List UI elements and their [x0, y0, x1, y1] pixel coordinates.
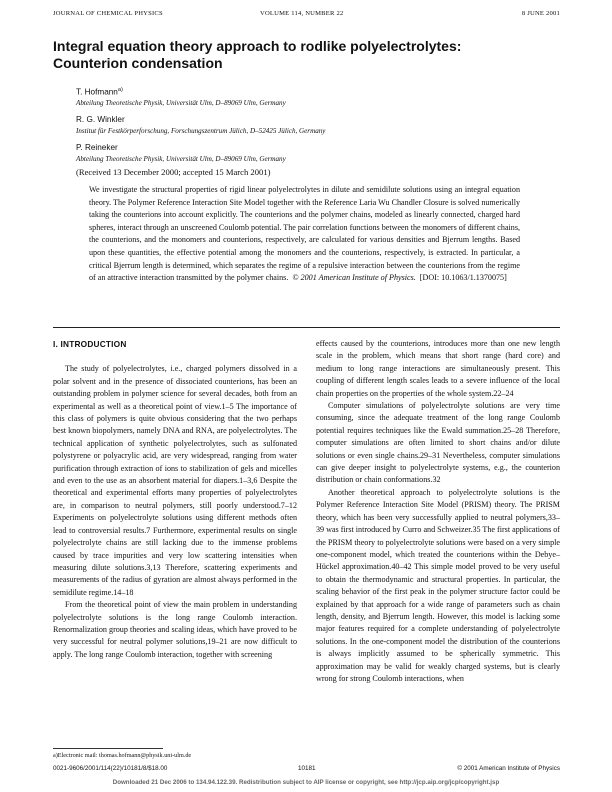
author-2: R. G. Winkler [76, 115, 125, 124]
received-dates: (Received 13 December 2000; accepted 15 March 2001) [76, 167, 271, 177]
title-line-2: Counterion condensation [53, 55, 223, 71]
affiliation-3: Abteilung Theoretische Physik, Universität Ulm, D–89069 Ulm, Germany [76, 155, 286, 163]
running-volume: VOLUME 114, NUMBER 22 [260, 10, 344, 17]
footnote-rule [53, 748, 163, 749]
footnote: a)Electronic mail: thomas.hofmann@physik.uni-ulm.de [53, 752, 192, 759]
left-paragraph-1: The study of polyelectrolytes, i.e., charged polymers dissolved in a polar solvent and in the presence of dissociated counterions, has been an outstanding problem in polymer science for several decades, both from an experimental as well as a theoretical point of view.1–5 The importance of this class of polymers is quite obvious considering that the two perhaps best known biopolymers, namely DNA and RNA, are polyelectrolytes. The technical application of synthetic polyelectrolytes, such as sulfonated polystyrene or polyacrylic acid, are very widespread, ranging from water purification through extraction of ions to stabilization of gels and micelles and even to the use as an absorbent material for diapers.1–3,6 Despite the theoretical and experimental efforts many properties of polyelectrolytes are, in comparison to neutral polymers, still poorly understood.7–12 Experiments on polyelectrolyte solutions using different methods often lead to controversial results.7 Furthermore, experimental results on single polyelectrolyte chains are still lacking due to the immense problems caused by trace impurities and very low scattering intensities when measuring dilute solutions.3,13 Therefore, scattering experiments and measurements of the radius of gyration are almost always performed in the semidilute regime.14–18 [53, 364, 297, 597]
left-paragraph-2: From the theoretical point of view the main problem in understanding polyelectrolyte solutions is the long range Coulomb interaction. Renormalization group theories and scaling ideas, which have proved to be very successful for neutral polymer solutions,19–21 are now difficult to apply. The long range Coulomb interaction, together with screening [53, 600, 297, 659]
footer-page-number: 10181 [298, 765, 316, 772]
section-heading: I. INTRODUCTION [53, 339, 127, 349]
abstract-copyright: © 2001 American Institute of Physics. [292, 273, 416, 283]
author-1-mark: a) [117, 87, 123, 93]
affiliation-1: Abteilung Theoretische Physik, Universität Ulm, D–89069 Ulm, Germany [76, 99, 286, 107]
right-paragraph-1: effects caused by the counterions, introduces more than one new length scale in the problem, which means that short range (hard core) and medium to long range interactions are simultaneously present. This coupling of different length scales leads to a severe influence of the local chain properties on the properties of the whole system.22–24 [316, 339, 560, 398]
right-column [316, 338, 560, 685]
article-title [53, 38, 573, 72]
abstract-text: We investigate the structural properties of rigid linear polyelectrolytes in dilute and semidilute solutions using an integral equation theory. The Polymer Reference Interaction Site Model together with the Reference Laria Wu Chandler Closure is solved numerically taking the counterions into account explicitly. The counterions and the polymer chains, modeled as linearly connected, charged hard spheres, interact through an unscreened Coulomb potential. The pair correlation functions between the monomers of different chains, the counterions, and the monomers and counterions, respectively, are calculated for various densities and Bjerrum lengths. Based upon these quantities, the effective potential among the monomers and the counterions, respectively, is extracted. In particular, a critical Bjerrum length is determined, which separates the regime of a repulsive interaction between the counterions from the regime of an attractive interaction transmitted by the polymer chains. [89, 185, 521, 283]
author-1: T. Hofmann$^{a)}$ [76, 87, 123, 97]
footer-copyright: © 2001 American Institute of Physics [457, 765, 560, 772]
abstract-rule [53, 327, 560, 328]
author-3: P. Reineker [76, 143, 118, 152]
running-journal: JOURNAL OF CHEMICAL PHYSICS [53, 10, 163, 17]
footer-issn: 0021-9606/2001/114(22)/10181/8/$18.00 [53, 765, 168, 772]
title-line-1: Integral equation theory approach to rodlike polyelectrolytes: [53, 38, 462, 54]
right-paragraph-2: Computer simulations of polyelectrolyte solutions are very time consuming, since the adequate treatment of the long range Coulomb potential requires techniques like the Ewald summation.25–28 Therefore, computer simulations are often limited to short chains and/or dilute solutions or even single chains.29–31 Nevertheless, computer simulations can give deeper insight to polyelectrolyte systems, e.g., the counterion distribution or chain conformations.32 [316, 401, 560, 485]
download-notice: Downloaded 21 Dec 2006 to 134.94.122.39. Redistribution subject to AIP license or copyright, see http://jcp.aip.org/jcp/copyright.jsp [112, 779, 500, 786]
running-date: 8 JUNE 2001 [521, 10, 560, 17]
right-paragraph-3: Another theoretical approach to polyelectrolyte solutions is the Polymer Reference Interaction Site Model (PRISM) theory. The PRISM theory, which has been very successfully applied to neutral polymers,33–39 was first introduced by Curro and Schweizer.35 The first applications of the PRISM theory to polyelectrolyte solutions were based on a very simple one-component model, which treated the counterions within the Debye–Hückel approximation.40–42 This simple model proved to be very useful to obtain the thermodynamic and structural properties. In particular, the scaling behavior of the first peak in the polymer structure factor could be explained by that approach for a wide range of parameters such as chain length, density, and Bjerrum length. However, this model is lacking some major features required for a complete understanding of polyelectrolyte solutions. In the one-component model the distribution of the counterions is always implicitly assumed to be spherically symmetric. This approximation may be valid for weakly charged systems, but is clearly wrong for strong Coulomb interactions, when [316, 487, 560, 683]
affiliation-2: Institut für Festkörperforschung, Forschungszentrum Jülich, D–52425 Jülich, Germany [76, 127, 326, 135]
abstract [89, 184, 520, 285]
abstract-doi: [DOI: 10.1063/1.1370075] [419, 273, 507, 283]
left-column [53, 338, 297, 661]
